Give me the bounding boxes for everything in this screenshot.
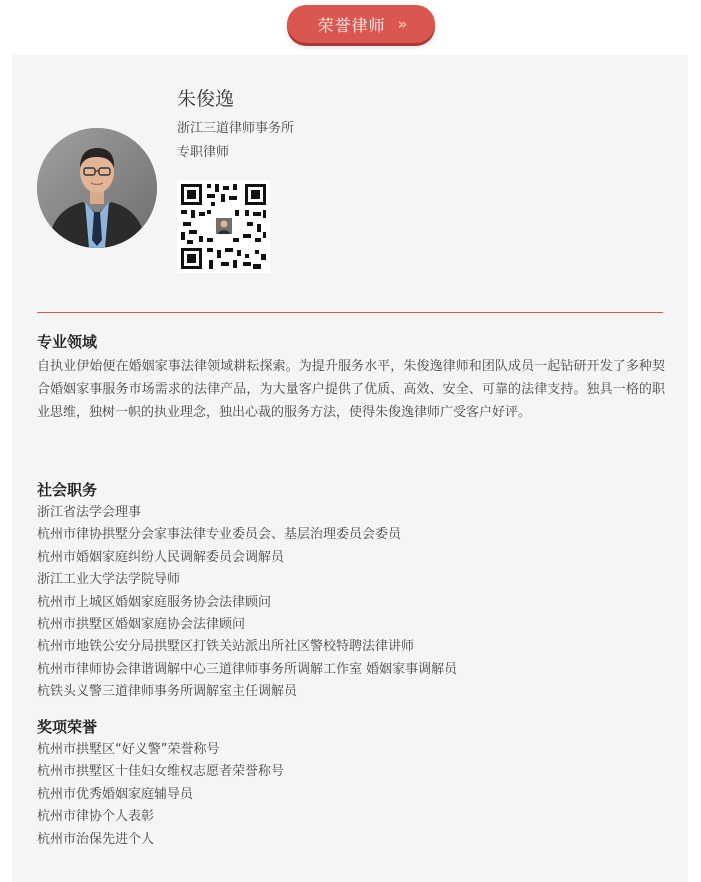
- list-item: 杭州市律师协会律谐调解中心三道律师事务所调解工作室 婚姻家事调解员: [37, 661, 458, 677]
- list-item: 杭州市律协个人表彰: [37, 809, 155, 825]
- expertise-heading: 专业领域: [37, 333, 98, 351]
- list-item: 杭州市拱墅区十佳妇女维权志愿者荣誉称号: [37, 764, 285, 780]
- list-item: 浙江工业大学法学院导师: [37, 572, 181, 588]
- awards-heading: 奖项荣誉: [37, 718, 98, 736]
- lawyer-role: 专职律师: [177, 145, 230, 160]
- list-item: 浙江省法学会理事: [37, 505, 142, 520]
- list-item: 杭州市地铁公安分局拱墅区打铁关站派出所社区警校特聘法律讲师: [37, 639, 415, 655]
- law-firm-name: 浙江三道律师事务所: [177, 121, 295, 136]
- avatar: [37, 128, 157, 248]
- list-item: 杭州市上城区婚姻家庭服务协会法律顾问: [37, 594, 272, 610]
- lawyer-profile-card: [12, 55, 688, 882]
- qr-code-icon: [177, 180, 270, 273]
- awards-list: [37, 739, 284, 851]
- list-item: 杭州市律协拱墅分会家事法律专业委员会、基层治理委员会委员: [37, 527, 402, 543]
- list-item: 杭州市婚姻家庭纠纷人民调解委员会调解员: [37, 549, 285, 565]
- portrait-image: [37, 128, 157, 248]
- list-item: 杭州市拱墅区婚姻家庭协会法律顾问: [37, 617, 246, 633]
- social-roles-list: [37, 502, 457, 704]
- double-chevron-right-icon: »: [397, 15, 405, 33]
- lawyer-name: 朱俊逸: [177, 88, 235, 110]
- list-item: 杭铁头义警三道律师事务所调解室主任调解员: [37, 684, 298, 700]
- list-item: 杭州市拱墅区“好义警”荣誉称号: [37, 742, 220, 757]
- honor-lawyer-tag[interactable]: [287, 5, 435, 43]
- honor-lawyer-label: 荣誉律师: [317, 15, 386, 35]
- expertise-text: 自执业伊始便在婚姻家事法律领域耕耘探索。为提升服务水平，朱俊逸律师和团队成员一起钻研开发了多种契合婚姻家事服务市场需求的法律产品，为大量客户提供了优质、高效、安全、可靠的法律支持。独具一格的职业思维，独树一帜的执业理念，独出心裁的服务方法，使得朱俊逸律师广受客户好评。: [37, 359, 665, 420]
- qr-code[interactable]: [177, 180, 270, 273]
- list-item: 杭州市优秀婚姻家庭辅导员: [37, 786, 194, 802]
- list-item: 杭州市治保先进个人: [37, 831, 155, 847]
- section-divider: [37, 312, 663, 313]
- social-roles-heading: 社会职务: [37, 481, 98, 499]
